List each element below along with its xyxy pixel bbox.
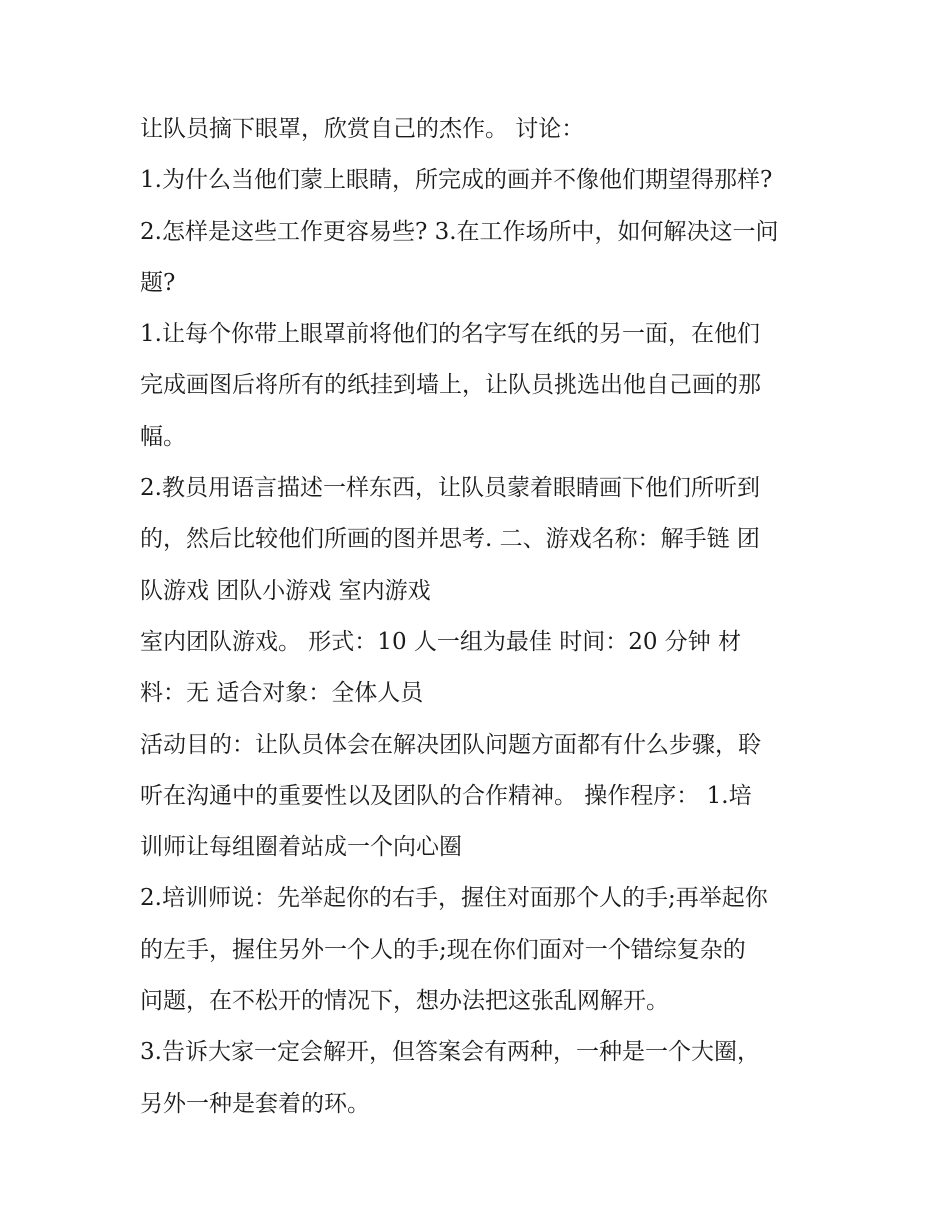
- text-line-18: 问题，在不松开的情况下，想办法把这张乱网解开。: [140, 988, 669, 1015]
- text-line-20: 另外一种是套着的环。: [140, 1090, 370, 1117]
- text-line-6: 完成画图后将所有的纸挂到墙上，让队员挑选出他自己画的那: [140, 372, 761, 399]
- text-line-5: 1.让每个你带上眼罩前将他们的名字写在纸的另一面，在他们: [140, 321, 760, 348]
- text-line-4: 题?: [140, 269, 176, 296]
- text-line-9: 的，然后比较他们所画的图并思考. 二、游戏名称：解手链 团: [140, 526, 760, 553]
- text-line-14: 听在沟通中的重要性以及团队的合作精神。 操作程序： 1.培: [140, 782, 752, 809]
- text-line-3: 2.怎样是这些工作更容易些? 3.在工作场所中，如何解决这一问: [140, 218, 779, 245]
- text-line-16: 2.培训师说：先举起你的右手，握住对面那个人的手;再举起你: [140, 885, 768, 912]
- text-line-8: 2.教员用语言描述一样东西，让队员蒙着眼睛画下他们所听到: [140, 475, 760, 502]
- text-line-7: 幅。: [140, 423, 186, 450]
- text-line-2: 1.为什么当他们蒙上眼睛，所完成的画并不像他们期望得那样?: [140, 167, 773, 194]
- text-line-17: 的左手，握住另外一个人的手;现在你们面对一个错综复杂的: [140, 936, 746, 963]
- text-line-1: 让队员摘下眼罩，欣赏自己的杰作。 讨论：: [140, 116, 585, 142]
- text-line-19: 3.告诉大家一定会解开，但答案会有两种，一种是一个大圈，: [140, 1039, 760, 1066]
- document-body: [140, 104, 820, 1130]
- text-line-15: 训师让每组圈着站成一个向心圈: [140, 834, 462, 861]
- text-line-11: 室内团队游戏。 形式：10 人一组为最佳 时间：20 分钟 材: [140, 628, 742, 655]
- text-line-10: 队游戏 团队小游戏 室内游戏: [140, 577, 431, 604]
- text-line-13: 活动目的：让队员体会在解决团队问题方面都有什么步骤，聆: [140, 731, 761, 758]
- text-line-12: 料：无 适合对象：全体人员: [140, 680, 424, 707]
